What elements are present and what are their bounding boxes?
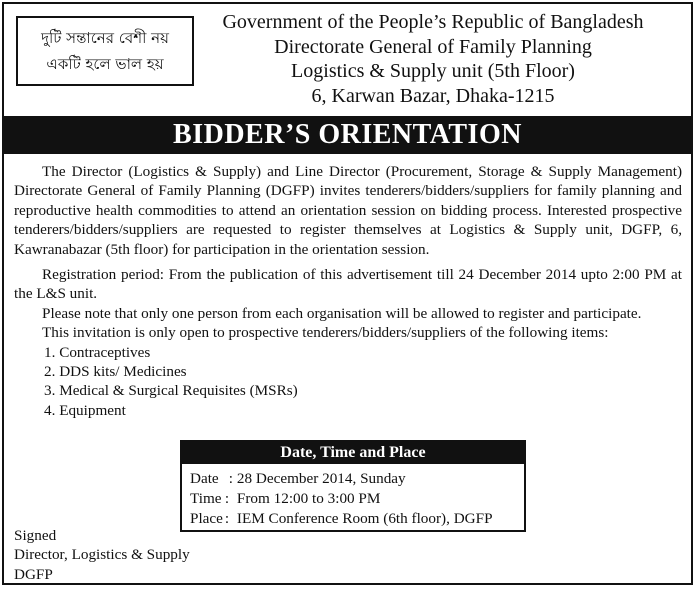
- header-line-3: Logistics & Supply unit (5th Floor): [291, 60, 575, 82]
- header-line-4: 6, Karwan Bazar, Dhaka-1215: [311, 84, 555, 107]
- schedule-table: [190, 469, 493, 529]
- issuer-header: [200, 10, 666, 108]
- schedule-label: Date: [190, 470, 219, 487]
- table-row: [190, 489, 493, 509]
- colon: :: [224, 470, 233, 487]
- notice-body: [14, 162, 682, 420]
- slogan-line-1: দুটি সন্তানের বেশী নয়: [41, 29, 169, 47]
- schedule-title: Date, Time and Place: [182, 442, 524, 464]
- schedule-label: Time: [190, 490, 222, 507]
- slogan-box: [16, 16, 194, 86]
- note-paragraph: Please note that only one person from each organisation will be allowed to register and participate.: [42, 304, 642, 322]
- list-item: 1. Contraceptives: [44, 343, 151, 361]
- schedule-box: [180, 440, 526, 532]
- advertisement-page: [2, 2, 693, 585]
- header-line-2: Directorate General of Family Planning: [274, 35, 592, 58]
- registration-paragraph: Registration period: From the publication of this advertisement till 24 December 2014 upto 2:00 PM at the L&S unit.: [14, 266, 682, 303]
- slogan-line-2: একটি হলে ভাল হয়: [46, 55, 164, 73]
- invitation-paragraph: This invitation is only open to prospective tenderers/bidders/suppliers of the following items:: [42, 324, 609, 342]
- schedule-label: Place: [190, 510, 223, 527]
- table-row: [190, 509, 493, 529]
- schedule-value: IEM Conference Room (6th floor), DGFP: [236, 510, 493, 527]
- schedule-value: From 12:00 to 3:00 PM: [236, 490, 381, 507]
- signature-block: [14, 526, 190, 584]
- signature-line-1: Signed: [14, 527, 57, 544]
- signature-line-3: DGFP: [14, 565, 53, 583]
- list-item: 4. Equipment: [44, 401, 126, 419]
- table-row: [190, 469, 493, 489]
- colon: :: [224, 510, 230, 527]
- header-line-1: Government of the People’s Republic of Bangladesh: [222, 11, 644, 33]
- colon: :: [224, 490, 230, 507]
- intro-paragraph: The Director (Logistics & Supply) and Line Director (Procurement, Storage & Supply Management) Directorate General of Family Planning (DGFP) invites tenderers/bidders/suppliers for family planning and reproductive health commodities to attend an orientation session on bidding process. Interested prospective tenderers/bidders/suppliers are requested to register themselves at Logistics & Supply unit, DGFP, 6, Kawranabazar (5th floor) for participation in the orientation session.: [14, 163, 682, 258]
- list-item: 3. Medical & Surgical Requisites (MSRs): [44, 382, 298, 400]
- title-banner: BIDDER’S ORIENTATION: [4, 116, 691, 154]
- schedule-value: 28 December 2014, Sunday: [236, 470, 406, 487]
- item-list: [14, 343, 682, 421]
- list-item: 2. DDS kits/ Medicines: [44, 363, 187, 381]
- signature-line-2: Director, Logistics & Supply: [14, 546, 190, 564]
